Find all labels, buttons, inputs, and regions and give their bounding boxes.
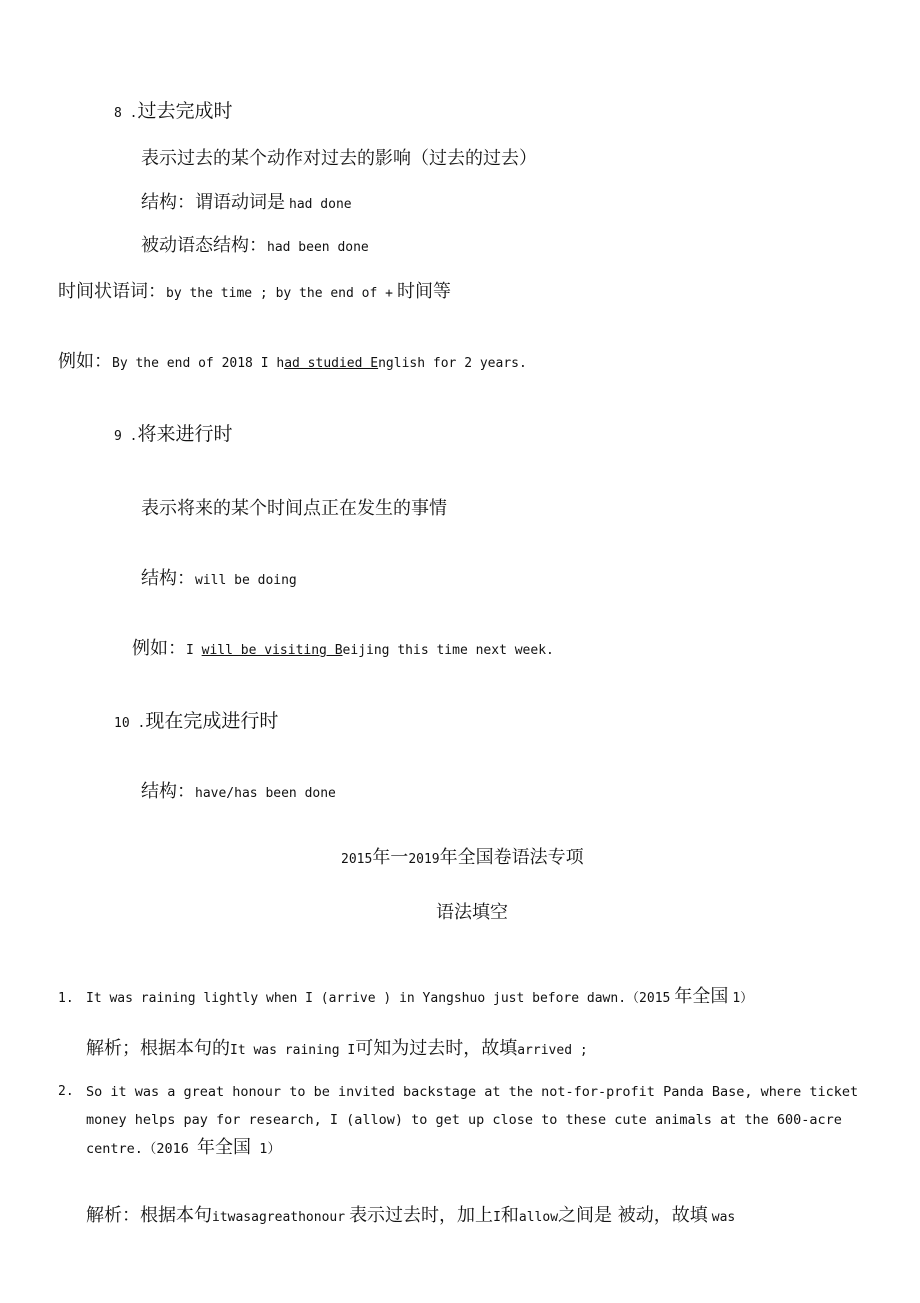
analysis-quote: itwasagreathonour bbox=[212, 1210, 346, 1225]
analysis-text-end: 之间是 被动，故填 bbox=[558, 1205, 708, 1226]
section-title: 将来进行时 bbox=[137, 423, 233, 445]
question-line: So it was a great honour to be invited backstage at the not-for-profit Panda Base, where ticket bbox=[86, 1084, 859, 1100]
question-number: 1. bbox=[58, 991, 74, 1006]
example-underlined: ad studied E bbox=[284, 356, 379, 371]
section-8-description: 表示过去的某个动作对过去的影响（过去的过去） bbox=[141, 148, 537, 169]
section-8-structure bbox=[141, 188, 352, 214]
structure-value: will be doing bbox=[195, 573, 297, 588]
question-1 bbox=[58, 982, 753, 1008]
structure-label: 结构：谓语动词是 bbox=[141, 192, 285, 213]
question-source: 年全国 bbox=[197, 1137, 252, 1158]
question-line-text: centre.（2016 bbox=[86, 1141, 189, 1157]
example-label: 例如： bbox=[58, 351, 112, 372]
section-10-heading bbox=[114, 706, 278, 733]
question-2-text bbox=[86, 1078, 858, 1163]
example-text-end: eijing this time next week. bbox=[342, 643, 554, 658]
section-number: 10 . bbox=[114, 716, 146, 731]
question-1-analysis bbox=[86, 1034, 588, 1060]
section-9-description: 表示将来的某个时间点正在发生的事情 bbox=[141, 498, 447, 519]
section-8-heading bbox=[114, 96, 233, 123]
heading-year-start: 2015 bbox=[341, 852, 373, 867]
section-8-time-adverbials bbox=[58, 277, 451, 303]
exam-subtitle: 语法填空 bbox=[436, 902, 508, 923]
section-10-structure bbox=[141, 777, 336, 803]
analysis-verb: allow bbox=[518, 1210, 559, 1225]
example-text: I bbox=[186, 643, 202, 658]
exam-heading bbox=[341, 843, 584, 869]
time-tail: 时间等 bbox=[396, 281, 451, 302]
example-text: By the end of 2018 I h bbox=[112, 356, 285, 371]
analysis-label: 解析；根据本句的 bbox=[86, 1038, 230, 1059]
passive-label: 被动语态结构： bbox=[141, 235, 267, 256]
section-title: 现在完成进行时 bbox=[145, 710, 279, 732]
section-8-passive bbox=[141, 231, 369, 257]
structure-value: have/has been done bbox=[195, 786, 336, 801]
analysis-label: 解析：根据本句 bbox=[86, 1205, 212, 1226]
section-number: 9 . bbox=[114, 429, 138, 444]
question-2-analysis bbox=[86, 1201, 735, 1227]
time-label: 时间状语词： bbox=[58, 281, 166, 302]
section-9-structure bbox=[141, 564, 297, 590]
structure-value: had done bbox=[289, 197, 352, 212]
example-text-end: nglish for 2 years. bbox=[378, 356, 527, 371]
analysis-text: 可知为过去时，故填 bbox=[355, 1038, 518, 1059]
section-number: 8 . bbox=[114, 106, 138, 121]
heading-separator: 年一 bbox=[372, 847, 409, 868]
passive-value: had been done bbox=[267, 240, 369, 255]
analysis-answer: was bbox=[711, 1210, 736, 1225]
analysis-quote: It was raining I bbox=[230, 1043, 356, 1058]
analysis-answer: arrived ; bbox=[517, 1043, 588, 1058]
structure-label: 结构： bbox=[141, 568, 195, 589]
analysis-text: 表示过去时，加上 bbox=[349, 1205, 494, 1226]
structure-label: 结构： bbox=[141, 781, 195, 802]
section-9-example bbox=[132, 634, 554, 660]
section-title: 过去完成时 bbox=[137, 100, 233, 122]
heading-title: 年全国卷语法专项 bbox=[439, 847, 584, 868]
section-9-heading bbox=[114, 419, 233, 446]
example-underlined: will be visiting B bbox=[201, 643, 343, 658]
question-2-number: 2. bbox=[58, 1084, 74, 1099]
example-label: 例如： bbox=[132, 638, 186, 659]
heading-year-end: 2019 bbox=[408, 852, 440, 867]
question-line: money helps pay for research, I (allow) to get up close to these cute animals at the 600-acre bbox=[86, 1112, 842, 1128]
question-line bbox=[86, 1134, 858, 1163]
time-value: by the time ; by the end of + bbox=[166, 286, 393, 301]
question-source: 年全国 bbox=[674, 986, 729, 1007]
analysis-pronoun: I bbox=[493, 1210, 501, 1225]
question-source-tail: 1） bbox=[732, 991, 754, 1006]
section-8-example bbox=[58, 347, 527, 373]
question-text: It was raining lightly when I (arrive ) in Yangshuo just before dawn.（2015 bbox=[86, 991, 671, 1006]
question-source-tail: 1） bbox=[259, 1141, 281, 1157]
analysis-conjunction: 和 bbox=[500, 1205, 519, 1226]
